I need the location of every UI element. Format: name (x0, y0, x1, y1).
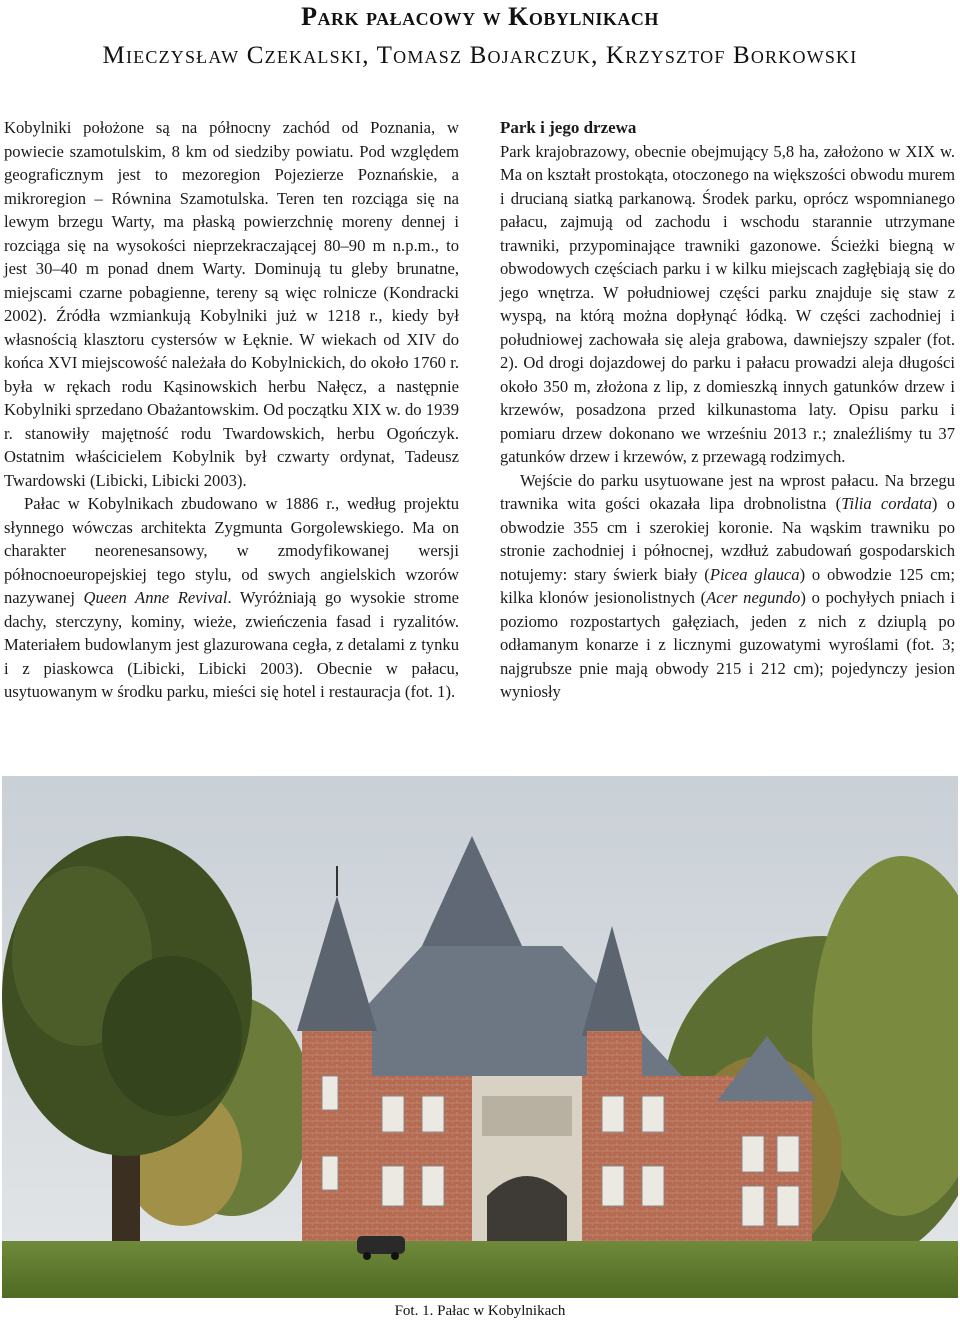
left-p2-text-a: Pałac w Kobylnikach zbudowano w 1886 r., według projektu słynnego wówczas architekta Zygmunta Gorgolewskiego. Ma on charakter neorenesansowy, w zmodyfikowanej wersji północnoeuropejskiej tego stylu, od swych angielskich wzorów nazywanej (4, 494, 459, 607)
left-paragraph-2 (4, 492, 459, 704)
palace-illustration (2, 776, 958, 1298)
left-p2-italic: Queen Anne Revival (83, 588, 228, 607)
left-p2-text-b: . Wyróżniają go wysokie strome dachy, sterczyny, kominy, wieże, zwieńczenia fasad i ryzalitów. Materiałem budowlanym jest glazurowana cegła, z detalami z tynku i z piaskowca (Libicki, Libicki 2003). Obecnie w pałacu, usytuowanym w środku parku, mieści się hotel i restauracja (fot. 1). (4, 588, 459, 701)
authors: Mieczysław Czekalski, Tomasz Bojarczuk, Krzysztof Borkowski (102, 42, 858, 69)
right-p2-text-a: Wejście do parku usytuowane jest na wprost pałacu. Na brzegu trawnika wita gości okazała lipa drobnolistna ( (500, 470, 955, 513)
page-title: Park pałacowy w Kobylnikach (301, 2, 659, 31)
species-acer: Acer negundo (706, 588, 801, 607)
right-p2-text-c: ) o obwodzie 125 cm; kilka klonów jesionolistnych ( (500, 564, 955, 607)
palace-photo (2, 776, 958, 1298)
species-tilia: Tilia cordata (841, 494, 932, 513)
figure-caption: Fot. 1. Pałac w Kobylnikach (394, 1303, 566, 1319)
right-paragraph-1: Park krajobrazowy, obecnie obejmujący 5,8 ha, założono w XIX w. Ma on kształt prostokąta, otoczonego na większości obwodu murem i drucianą siatką parkanową. Środek parku, oprócz wspomnianego pałacu, zajmują od zachodu i wschodu starannie utrzymane trawniki, przypominające trawniki gazonowe. Ścieżki biegną w obwodowych częściach parku i w kilku miejscach zagłębiają się do jego wnętrza. W południowej części parku znajduje się staw z wyspą, na którą można dopłynąć łódką. W części zachodniej i południowej zachowała się aleja grabowa, dawniejszy szpaler (fot. 2). Od drogi dojazdowej do parku i pałacu prowadzi aleja długości około 350 m, złożona z lip, z domieszką innych gatunków drzew i krzewów, posadzona przed kilkunastoma laty. Opisu parku i pomiaru drzew dokonano we wrześniu 2013 r.; znaleźliśmy tu 37 gatunków drzew i krzewów, z przewagą rodzimych. (500, 141, 955, 466)
species-picea: Picea glauca (709, 564, 800, 584)
left-column (4, 116, 459, 704)
left-paragraph-1: Kobylniki położone są na północny zachód od Poznania, w powiecie szamotulskim, 8 km od siedziby powiatu. Pod względem geograficznym jest to mezoregion Pojezierze Poznańskie, a mikroregion – Równina Szamotulska. Teren ten rozciąga się na lewym brzegu Warty, ma płaską powierzchnię moreny dennej i rozciąga się na wysokości nieprzekraczającej 80–90 m n.p.m., to jest 30–40 m ponad dnem Warty. Dominują tu gleby brunatne, miejscami czarne pobagienne, tereny są więc rolnicze (Kondracki 2002). Źródła wzmiankują Kobylniki już w 1218 r., kiedy był własnością klasztoru cystersów w Łęknie. W wiekach od XIV do końca XVI miejscowość należała do Kobylnickich, do około 1760 r. była w rękach rodu Kąsinowskich herbu Nałęcz, a następnie Kobylniki sprzedano Obażantowskim. Od początku XIX w. do 1939 r. stanowiły majętność rodu Twardowskich, herbu Ogończyk. Ostatnim właścicielem Kobylnik był czwarty ordynat, Tadeusz Twardowski (Libicki, Libicki 2003). (4, 118, 459, 490)
right-column (500, 116, 955, 704)
right-paragraph-2 (500, 469, 955, 704)
right-p2-text-d: ) o pochyłych pniach i poziomo rozpostartych gałęziach, jeden z nich z dziuplą po odłamanym konarze i z licznymi guzowatymi wyroślami (fot. 3; najgrubsze pnie mają obwody 215 i 212 cm); pojedynczy jesion wyniosły (500, 588, 955, 701)
right-p2-text-b: ) o obwodzie 355 cm i szerokiej koronie. Na wąskim trawniku po stronie zachodniej i północnej, wzdłuż zabudowań gospodarskich notujemy: stary świerk biały ( (500, 494, 955, 584)
section-heading: Park i jego drzewa (500, 118, 637, 137)
lawn (2, 1241, 958, 1298)
